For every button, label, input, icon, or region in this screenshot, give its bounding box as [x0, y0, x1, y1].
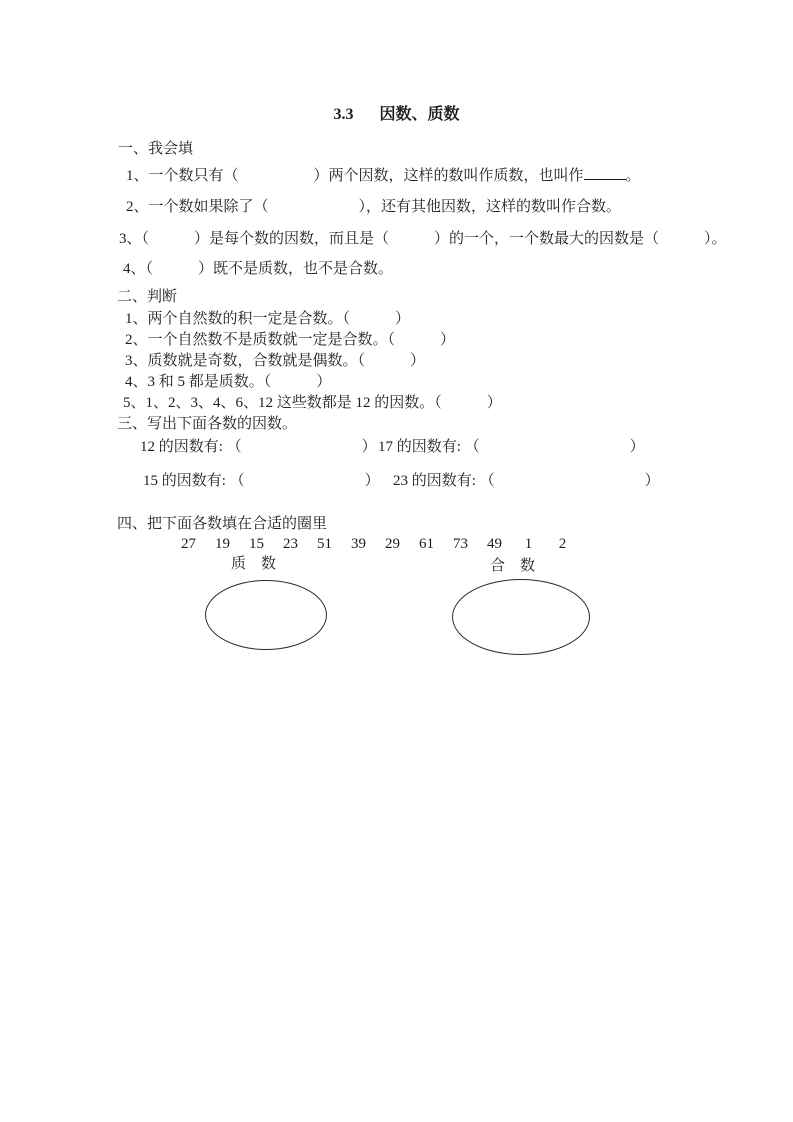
judge-item-3: 3、质数就是奇数，合数就是偶数。（ ） [125, 353, 426, 369]
judge-item-4: 4、3 和 5 都是质数。（ ） [125, 374, 332, 390]
judge-item-5: 5、1、2、3、4、6、12 这些数都是 12 的因数。（ ） [123, 395, 502, 411]
fill-item-1-text: 1、一个数只有（ ）两个因数，这样的数叫作质数，也叫作 [126, 168, 584, 184]
composite-circle [452, 579, 590, 655]
title-section-number: 3.3 [333, 106, 354, 123]
fill-item-2: 2、一个数如果除了（ ），还有其他因数，这样的数叫作合数。 [126, 199, 622, 215]
section-judge-heading: 二、判断 [117, 289, 178, 305]
page-title [0, 105, 793, 125]
sort-number: 1 [524, 536, 533, 552]
fill-item-1-period: 。 [625, 168, 641, 184]
factors-cell-23: 23 的因数有: （ ） [393, 473, 660, 489]
sort-number: 29 [385, 536, 400, 552]
factors-cell-15: 15 的因数有: （ ） [143, 473, 380, 489]
fill-item-4: 4、（ ）既不是质数，也不是合数。 [123, 261, 394, 277]
sort-number: 15 [249, 536, 264, 552]
factors-cell-12: 12 的因数有: （ ） [140, 439, 377, 455]
sort-number: 51 [317, 536, 332, 552]
sort-number: 61 [419, 536, 434, 552]
title-text: 因数、质数 [379, 106, 460, 123]
section-sort-heading: 四、把下面各数填在合适的圈里 [117, 516, 328, 532]
factors-cell-17: 17 的因数有: （ ） [378, 439, 645, 455]
fill-item-3: 3、（ ）是每个数的因数，而且是（ ）的一个，一个数最大的因数是（ ）。 [119, 231, 727, 247]
fill-item-1-blank-underline [584, 167, 626, 180]
sort-number: 23 [283, 536, 298, 552]
judge-item-2: 2、一个自然数不是质数就一定是合数。（ ） [125, 332, 456, 348]
sort-number: 49 [487, 536, 502, 552]
prime-group-label: 质 数 [231, 556, 277, 572]
sort-number: 39 [351, 536, 366, 552]
sort-numbers-row [180, 536, 571, 553]
judge-item-1: 1、两个自然数的积一定是合数。（ ） [125, 311, 411, 327]
sort-number: 19 [215, 536, 230, 552]
composite-group-label: 合 数 [490, 558, 536, 574]
prime-circle [205, 580, 327, 650]
sort-number: 73 [453, 536, 468, 552]
sort-number: 27 [181, 536, 196, 552]
fill-item-1 [126, 167, 641, 186]
section-factors-heading: 三、写出下面各数的因数。 [117, 416, 298, 432]
section-fill-heading: 一、我会填 [118, 141, 194, 157]
sort-number: 2 [558, 536, 567, 552]
